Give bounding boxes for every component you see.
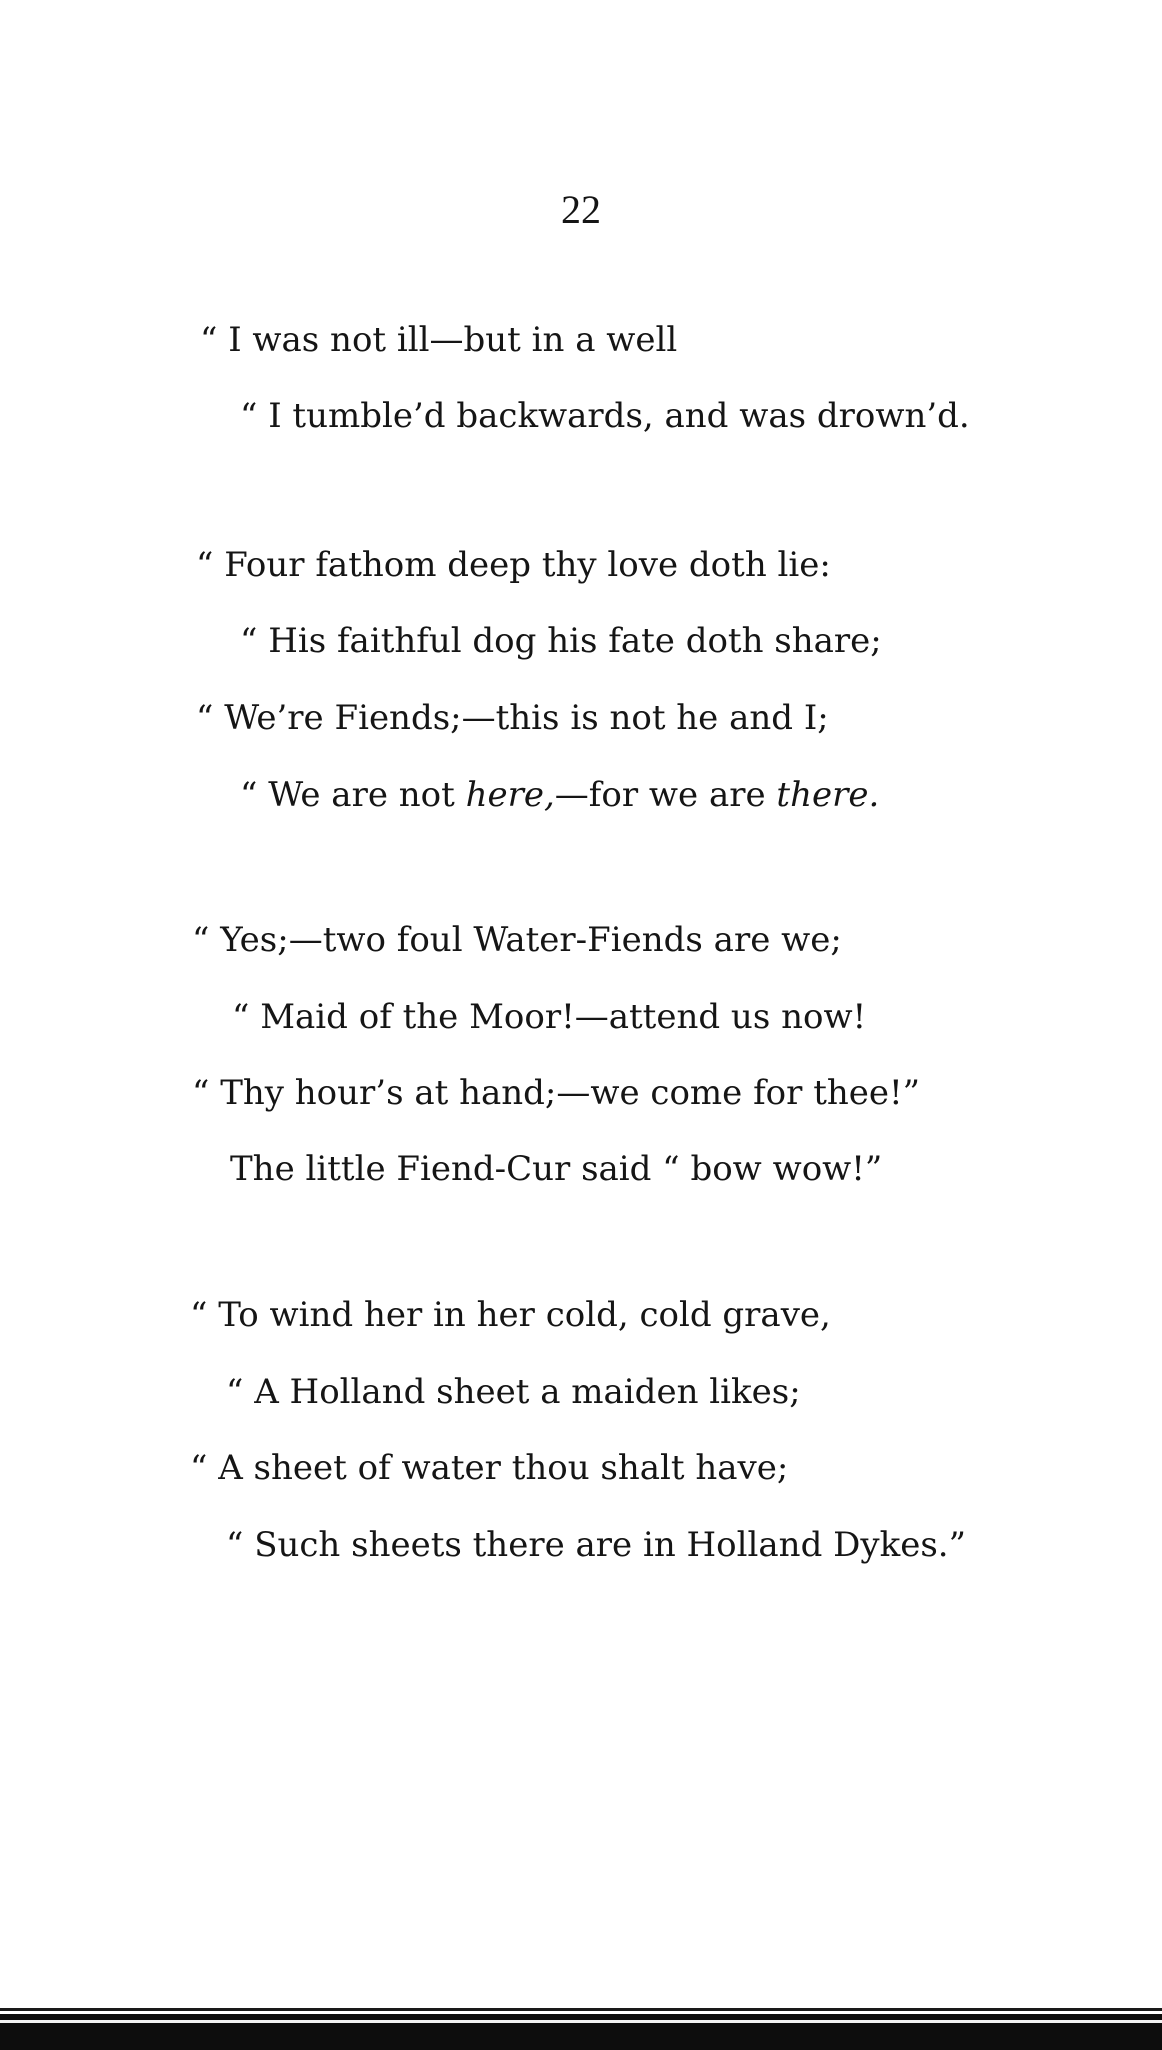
poem-line: “ I tumble’d backwards, and was drown’d. [240,396,970,436]
poem-line: “ We’re Fiends;—this is not he and I; [196,698,829,738]
poem-line-text: “ We are not [240,775,466,815]
poem-line: The little Fiend-Cur said “ bow wow!” [230,1149,883,1189]
poem-line: “ Yes;—two foul Water-Fiends are we; [192,920,842,960]
poem-line: “ His faithful dog his fate doth share; [240,621,882,661]
poem-line: “ Thy hour’s at hand;—we come for thee!” [192,1073,921,1113]
poem-line: “ Maid of the Moor!—attend us now! [232,997,867,1037]
poem-line: “ I was not ill—but in a well [200,320,678,360]
italic-word: there. [776,775,880,815]
italic-word: here, [465,775,555,815]
poem-line: “ A sheet of water thou shalt have; [190,1448,789,1488]
poem-line: “ To wind her in her cold, cold grave, [190,1295,831,1335]
poem-line-text: —for we are [554,775,777,815]
poem-line: “ Four fathom deep thy love doth lie: [196,545,831,585]
poem-line: “ A Holland sheet a maiden likes; [226,1372,801,1412]
bottom-rule [0,2014,1162,2050]
poem-line: “ Such sheets there are in Holland Dykes.” [226,1525,966,1565]
poem-line [240,775,879,815]
page-number: 22 [561,187,601,232]
